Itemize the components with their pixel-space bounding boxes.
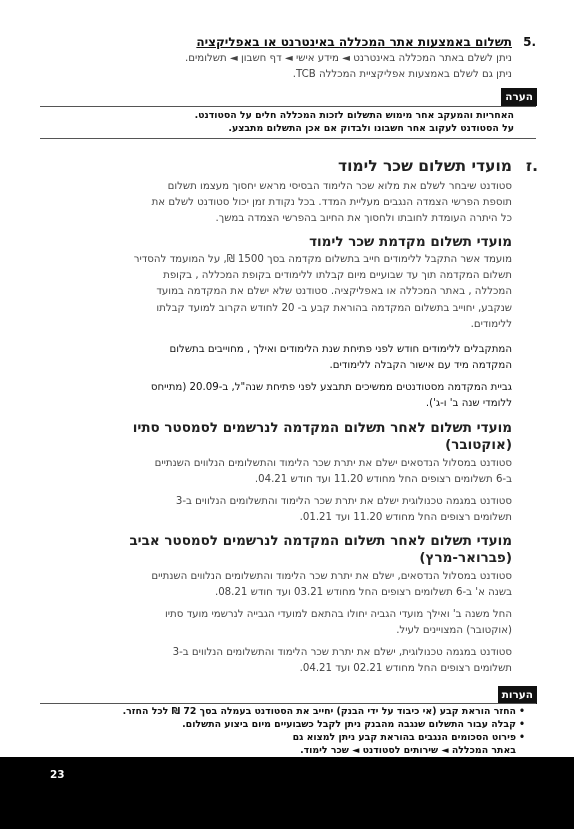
list-item: • קבלה עבור התשלום שנגבה מהבנק ניתן לקבל כשבועיים מיום ביצוע התשלום. xyxy=(40,718,516,731)
notes-divider-top xyxy=(40,703,536,704)
sectionZ-paragraph xyxy=(32,179,512,228)
text-line: סטודנט שיבחר לשלם את מלוא שכר הלימוד הבסיסי מראש יחסוך מעצמו תשלום xyxy=(167,181,512,192)
text-line: ב-6 תשלומים רצופים החל מחודש 11.20 ועד חודש 04.21. xyxy=(254,474,512,486)
text-line: כל היתרה העומדת לחובתו ולחסוך את החיוב בהפרשי הצמדה במשך. xyxy=(215,213,512,225)
sectionZ-title: מועדי תשלום שכר לימוד xyxy=(337,157,512,175)
text-line: תשלומים רצופים החל מחודש 02.21 ועד 04.21. xyxy=(299,663,512,675)
spring-paragraph3 xyxy=(32,645,512,677)
autumn-paragraph1 xyxy=(32,456,512,488)
advance-paragraph3 xyxy=(32,380,512,412)
list-item-continuation: באתר המכללה ◄ שירותים לסטודנט ◄ שכר לימוד. xyxy=(300,745,516,756)
text-line: בשנה א' ב-6 תשלומים רצופים החל מחודש 03.21 ועד חודש 08.21. xyxy=(214,587,512,599)
text-line: שנקבע, יחוייב בתשלום המקדמה בהוראת קבע ב- 20 לחודש הקרוב למועד קבלתו xyxy=(156,302,512,314)
autumn-title: מועדי תשלום לאחר תשלום המקדמה לנרשמים לסמסטר סתיו xyxy=(132,420,512,436)
text-line: החל משנה ב' ואילך מועדי הגביה יחולו בהתאם למועדי הגבייה לנרשמי מועד סתיו xyxy=(164,609,512,620)
spring-title: מועדי תשלום לאחר תשלום המקדמה לנרשמים לסמסטר אביב xyxy=(129,533,512,549)
text-line: גביית המקדמה מסטודנטים ממשיכים תתבצע לפני פתיחת שנה"ל, ב-20.09 (מתייחס xyxy=(150,382,512,393)
text-line: תשלומים רצופים החל מחודש 11.20 ועד 01.21. xyxy=(299,512,512,524)
text-line: תשלום המקדמה תוך עד שבועיים מיום קבלתו ללימודים בקופת המכללה , בקופת xyxy=(163,270,512,282)
page-number: 23 xyxy=(50,769,65,781)
text-line: המכללה , באתר המכללה או באפליקציה. סטודנט שלא ישלם את המקדמה במועד xyxy=(156,286,512,298)
text-line: מועמד אשר התקבל ללימודים חייב בתשלום מקדמה בסך 1500 ₪, על המועמד להסדיר xyxy=(133,254,512,265)
autumn-paragraph2 xyxy=(32,494,512,526)
note-line1: האחריות והמעקב אחר מימוש התשלום לזכות המכללה חלים על הסטודנט. xyxy=(194,110,514,121)
text-line: (אוקטובר) המצויינים לעיל. xyxy=(396,625,512,637)
page-footer xyxy=(0,757,574,829)
text-line: המתקבלים ללימודים חודש לפני פתיחת שנת הלימודים ואילך , מחוייבים בתשלום xyxy=(169,344,512,355)
text-line: ללימודים. xyxy=(470,318,512,330)
advance-paragraph1 xyxy=(32,252,512,333)
text-line: סטודנט במסלול הנדסאים, ישלם את יתרת שכר הלימוד והתשלומים הנלווים השנתיים xyxy=(151,571,512,582)
section5-line1: ניתן לשלם באתר המכללה באינטרנט ◄ מידע אישי ◄ דף חשבון ◄ תשלומים. xyxy=(185,53,512,64)
text-line: סטודנט במגמה טכנולוגית, ישלם את יתרת שכר הלימוד והתשלומים הנלווים ב-3 xyxy=(172,647,512,658)
notes-label: הערות xyxy=(498,686,537,704)
list-item: • פירוט הסכומים הנגבים בהוראת קבע ניתן למצוא גם xyxy=(40,731,516,744)
spring-paragraph2 xyxy=(32,607,512,639)
note-divider-bottom xyxy=(40,138,536,139)
section5-line2: ניתן גם לשלם באמצעות אפליקציית המכללה TCB. xyxy=(292,69,512,80)
autumn-subtitle: (אוקטובר) xyxy=(445,437,512,453)
advance-title: מועדי תשלום מקדמת שכר לימוד xyxy=(309,234,512,250)
spring-paragraph1 xyxy=(32,569,512,601)
notes-list xyxy=(40,705,526,757)
note-divider-top xyxy=(40,106,536,107)
text-line: סטודנט במגמה טכנולוגית ישלם את יתרת שכר הלימוד והתשלומים הנלווים ב-3 xyxy=(175,496,512,507)
spring-subtitle: (פברואר-מרץ) xyxy=(419,550,512,566)
text-line: המקדמה מיד עם אישור הקבלה ללימודים. xyxy=(329,360,512,372)
text-line: תוספת הפרשי הצמדה הנגבים מעליית המדד. בכל נקודת זמן יכול סטודנט לשלם את xyxy=(151,197,512,209)
note-line2: על הסטודנט לעקוב אחר חשבונו ולבדוק אם אכן התשלום מתבצע. xyxy=(228,123,514,134)
section5-number: .5 xyxy=(523,35,536,49)
note-label: הערה xyxy=(501,88,537,106)
section5-title: תשלום באמצעות אתר המכללה באינטרנט או באפליקציה xyxy=(196,35,512,49)
sectionZ-number: .ז xyxy=(525,157,538,175)
text-line: סטודנט במסלול הנדסאים ישלם את יתרת שכר הלימוד והתשלומים הנלווים השנתיים xyxy=(154,458,512,469)
advance-paragraph2 xyxy=(32,342,512,374)
list-item: • החזר הוראת קבע (אי כיבוד על ידי הבנק) יחייב את הסטודנט בעמלה בסך 72 ₪ לכל החזר. xyxy=(40,705,516,718)
text-line: ללומדי שנה ב' ו-ג'). xyxy=(425,398,512,410)
